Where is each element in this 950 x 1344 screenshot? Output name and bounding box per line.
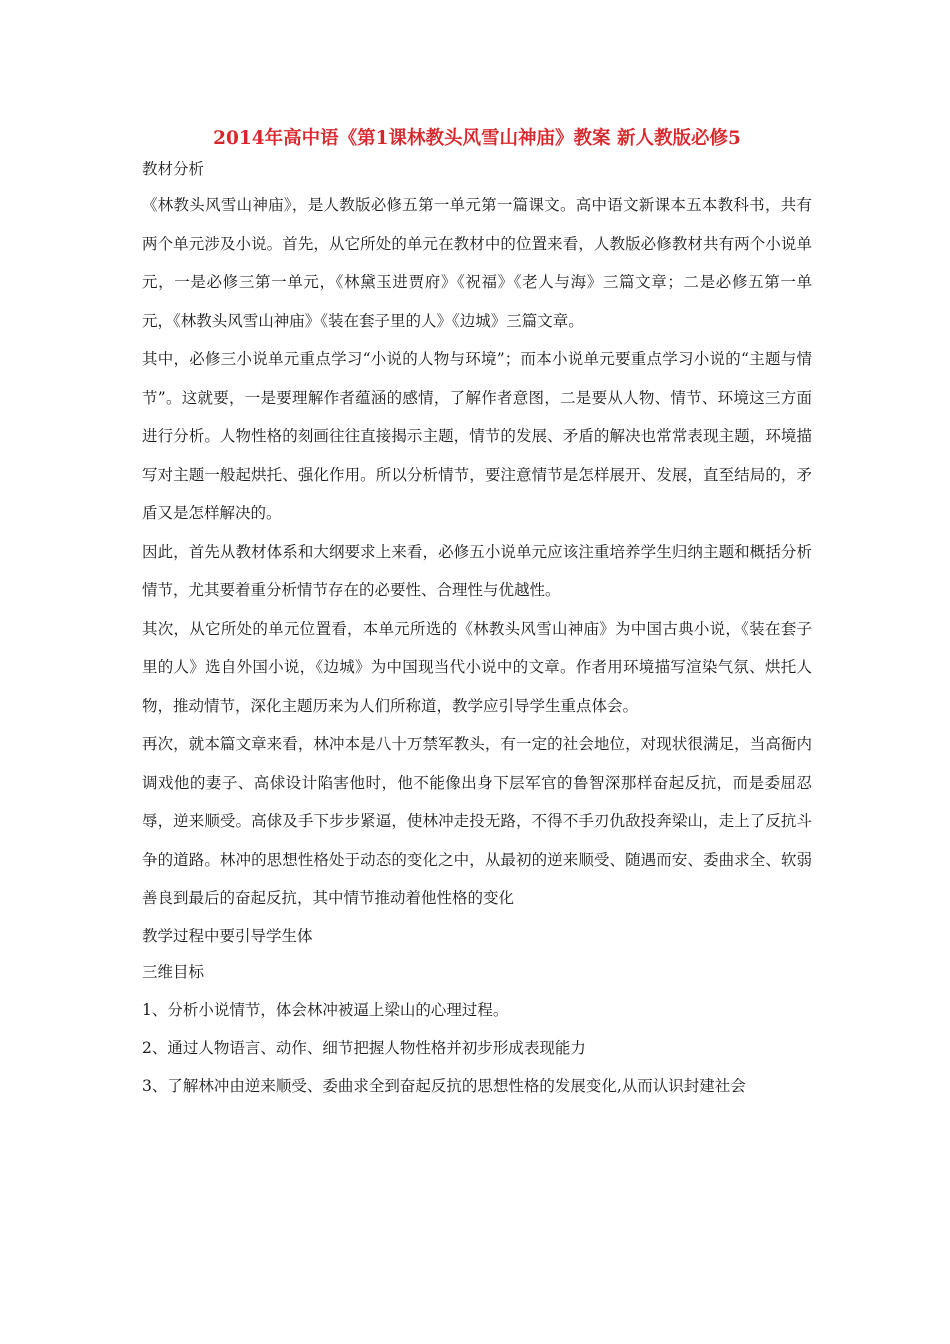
paragraph-1: 《林教头风雪山神庙》，是人教版必修五第一单元第一篇课文。高中语文新课本五本教科书，共有两个单元涉及小说。首先，从它所处的单元在教材中的位置来看，人教版必修教材共有两个小说单元，一是必修三第一单元，《林黛玉进贾府》《祝福》《老人与海》三篇文章；二是必修五第一单元，《林教头风雪山神庙》《装在套子里的人》《边城》三篇文章。	[142, 196, 812, 330]
goal-item-3: 3、了解林冲由逆来顺受、委曲求全到奋起反抗的思想性格的发展变化,从而认识封建社会	[142, 1076, 746, 1095]
section-heading-textbook-analysis: 教材分析	[142, 160, 205, 178]
paragraph-5: 再次，就本篇文章来看，林冲本是八十万禁军教头，有一定的社会地位，对现状很满足，当高衙内调戏他的妻子、高俅设计陷害他时，他不能像出身下层军官的鲁智深那样奋起反抗，而是委屈忍辱，逆来顺受。高俅及手下步步紧逼，使林冲走投无路，不得不手刃仇敌投奔梁山，走上了反抗斗争的道路。林冲的思想性格处于动态的变化之中，从最初的逆来顺受、随遇而安、委曲求全、软弱善良到最后的奋起反抗，其中情节推动着他性格的变化	[142, 735, 812, 907]
goal-item-1: 1、分析小说情节，体会林冲被逼上梁山的心理过程。	[142, 1000, 509, 1019]
document-page	[142, 124, 812, 1102]
paragraph-4: 其次，从它所处的单元位置看，本单元所选的《林教头风雪山神庙》为中国古典小说，《装在套子里的人》选自外国小说，《边城》为中国现当代小说中的文章。作者用环境描写渲染气氛、烘托人物，推动情节，深化主题历来为人们所称道，教学应引导学生重点体会。	[142, 619, 812, 715]
paragraph-2: 其中，必修三小说单元重点学习“小说的人物与环境”；而本小说单元要重点学习小说的“主题与情节”。这就要，一是要理解作者蕴涵的感情，了解作者意图，二是要从人物、情节、环境这三方面进行分析。人物性格的刻画往往直接揭示主题，情节的发展、矛盾的解决也常常表现主题，环境描写对主题一般起烘托、强化作用。所以分析情节，要注意情节是怎样展开、发展，直至结局的，矛盾又是怎样解决的。	[142, 350, 812, 522]
document-title: 2014年高中语《第1课林教头风雪山神庙》教案 新人教版必修5	[213, 128, 741, 149]
paragraph-3: 因此，首先从教材体系和大纲要求上来看，必修五小说单元应该注重培养学生归纳主题和概括分析情节，尤其要着重分析情节存在的必要性、合理性与优越性。	[142, 542, 812, 599]
trailing-line: 教学过程中要引导学生体	[142, 926, 313, 945]
section-heading-three-dimensional-goals: 三维目标	[142, 962, 205, 981]
goal-item-2: 2、通过人物语言、动作、细节把握人物性格并初步形成表现能力	[142, 1038, 586, 1057]
